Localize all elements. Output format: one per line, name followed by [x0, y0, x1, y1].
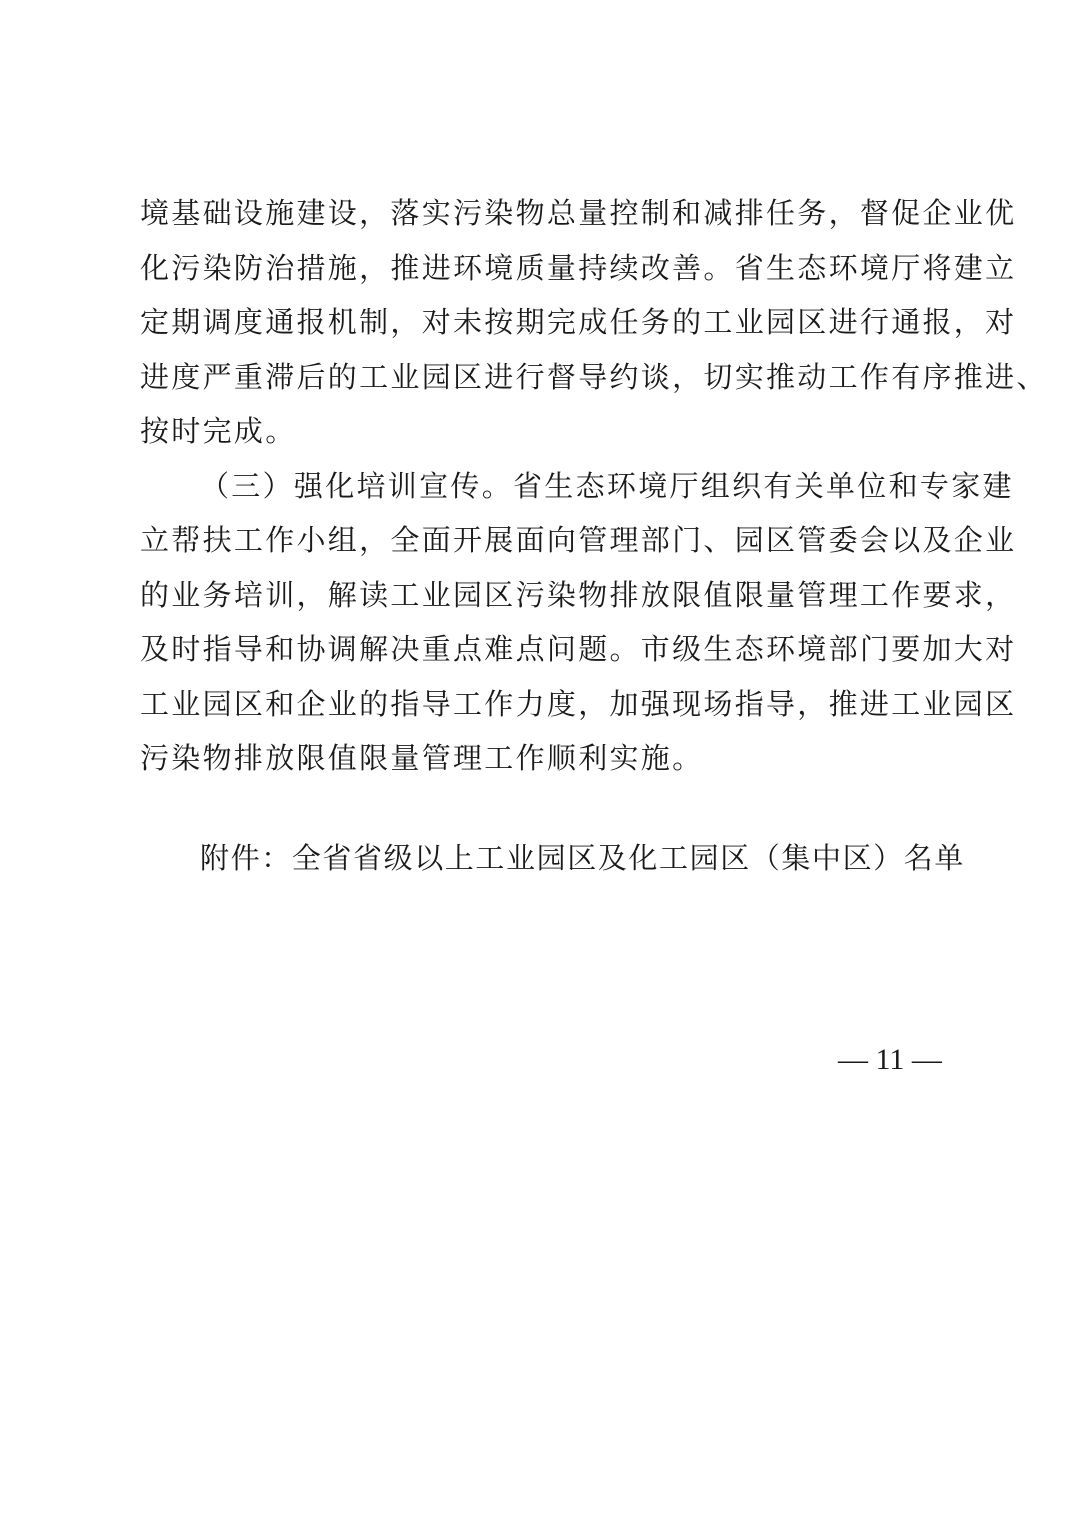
text-line: 化污染防治措施，推进环境质量持续改善。省生态环境厅将建立 [140, 251, 1017, 285]
text-line: 定期调度通报机制，对未按期完成任务的工业园区进行通报，对 [140, 305, 1017, 339]
text-line: 按时完成。 [140, 414, 297, 448]
text-line: 境基础设施建设，落实污染物总量控制和减排任务，督促企业优 [140, 196, 1017, 230]
text-line: 的业务培训，解读工业园区污染物排放限值限量管理工作要求， [140, 578, 1017, 612]
text-line: 工业园区和企业的指导工作力度，加强现场指导，推进工业园区 [140, 687, 1017, 721]
text-line: 污染物排放限值限量管理工作顺利实施。 [140, 741, 704, 775]
text-line: 及时指导和协调解决重点难点问题。市级生态环境部门要加大对 [140, 632, 1017, 666]
text-line: 进度严重滞后的工业园区进行督导约谈，切实推动工作有序推进、 [140, 360, 1048, 394]
attachment-note: 附件：全省省级以上工业园区及化工园区（集中区）名单 [200, 841, 966, 875]
page-number: — 11 — [838, 1043, 942, 1076]
text-line: 立帮扶工作小组，全面开展面向管理部门、园区管委会以及企业 [140, 523, 1017, 557]
text-line: （三）强化培训宣传。省生态环境厅组织有关单位和专家建 [200, 469, 1014, 503]
